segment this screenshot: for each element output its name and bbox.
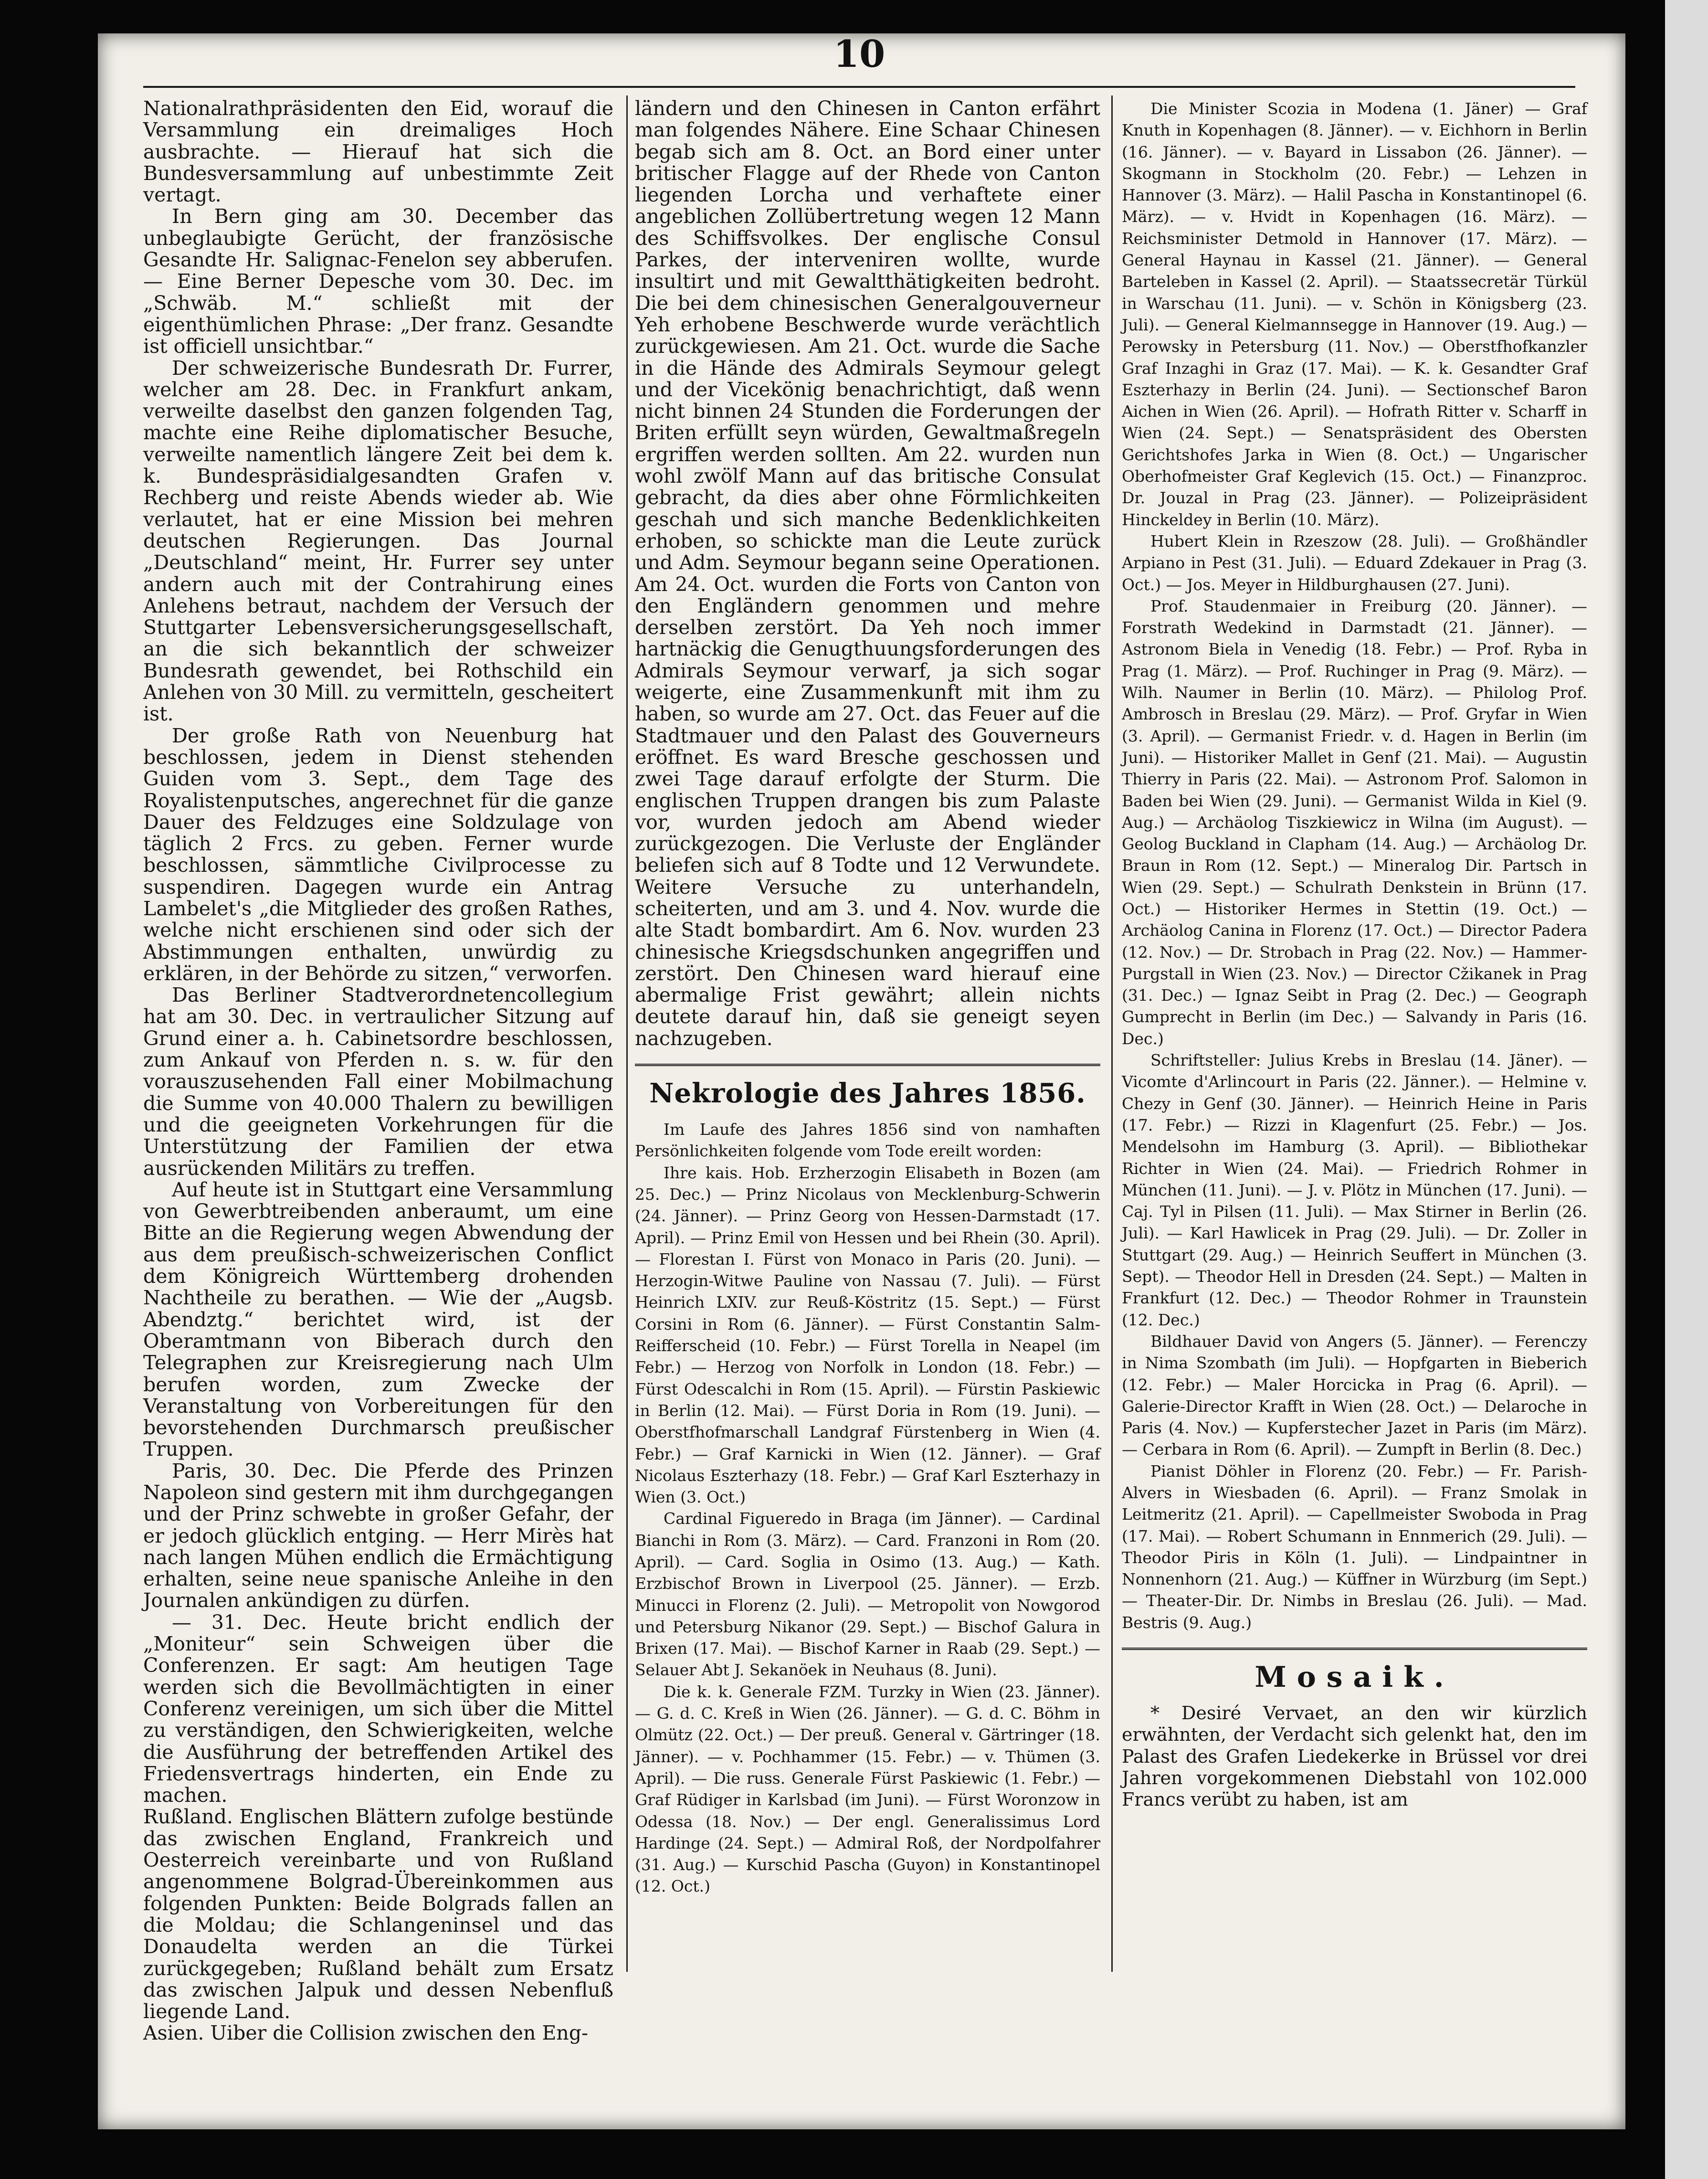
col2-paragraph: ländern und den Chinesen in Canton erfährt man folgendes Nähere. Eine Schaar Chinesen begab sich am 8. Oct. an Bord einer unter britischer Flagge auf der Rhede von Canton liegenden Lorcha und verhaftete einer angeblichen Zollübertretung wegen 12 Mann des Schiffsvolkes. Der englische Consul Parkes, der interveniren wollte, wurde insultirt und mit Gewaltthätigkeiten bedroht. Die bei dem chinesischen Generalgouverneur Yeh erhobene Beschwerde wurde verächtlich zurückgewiesen. Am 21. Oct. wurde die Sache in die Hände des Admirals Seymour gelegt und der Vicekönig benachrichtigt, daß wenn nicht binnen 24 Stunden die Forderungen der Briten erfüllt seyn würden, Gewaltmaßregeln ergriffen werden sollten. Am 22. wurden nun wohl zwölf Mann auf das britische Consulat gebracht, da dies aber ohne Förmlichkeiten geschah und sich manche Bedenklichkeiten erhoben, so schickte man die Leute zurück und Adm. Seymour begann seine Operationen. Am 24. Oct. wurden die Forts von Canton von den Engländern genommen und mehre derselben zerstört. Da Yeh noch immer hartnäckig die Genugthuungsforderungen des Admirals Seymour verwarf, ja sich sogar weigerte, eine Zusammenkunft mit ihm zu haben, so wurde am 27. Oct. das Feuer auf die Stadtmauer und den Palast des Gouverneurs eröffnet. Es ward Bresche geschossen und zwei Tage darauf erfolgte der Sturm. Die englischen Truppen drangen bis zum Palaste vor, wurden jedoch am Abend wieder zurückgezogen. Die Verluste der Engländer beliefen sich auf 8 Todte und 12 Verwundete. Weitere Versuche zu unterhandeln, scheiterten, und am 3. und 4. Nov. wurde die alte Stadt bombardirt. Am 6. Nov. wurden 23 chinesische Kriegsdschunken angegriffen und zerstört. Den Chinesen ward hierauf eine abermalige Frist gewährt; allein nichts deutete darauf hin, daß sie geneigt seyen nachzugeben. (635, 97, 1100, 1050)
col1-paragraph: Der schweizerische Bundesrath Dr. Furrer, welcher am 28. Dec. in Frankfurt ankam, verweilte daselbst den ganzen folgenden Tag, machte eine Reihe diplomatischer Besuche, verweilte namentlich längere Zeit bei dem k. k. Bundespräsidialgesandten Grafen v. Rechberg und reiste Abends wieder ab. Wie verlautet, hat er eine Mission bei mehren deutschen Regierungen. Das Journal „Deutschland“ meint, Hr. Furrer sey unter andern auch mit der Contrahirung eines Anlehens betraut, nachdem der Versuch der Stuttgarter Lebensversicherungsgesellschaft, an die sich bekanntlich der schweizer Bundesrath gewendet, bei Rothschild ein Anlehen von 30 Mill. zu vermitteln, gescheitert ist. (143, 356, 613, 726)
col1-paragraph: Nationalrathpräsidenten den Eid, worauf die Versammlung ein dreimaliges Hoch ausbrachte. — Hierauf hat sich die Bundesversammlung auf unbestimmte Zeit vertagt. (143, 97, 613, 207)
necrology-heading: Nekrologie des Jahres 1856. (635, 1064, 1100, 1110)
col1-paragraph: — 31. Dec. Heute bricht endlich der „Moniteur“ sein Schweigen über die Conferenzen. Er sagt: Am heutigen Tage werden sich die Bevollmächtigten in einer Conferenz vereinigen, um sich über die Mittel zu verständigen, den Schwierigkeiten, welche die Ausführung der betreffenden Artikel des Friedensvertrags hinderten, ein Ende zu machen. (143, 1610, 613, 1807)
col3-paragraph: Die Minister Scozia in Modena (1. Jäner) — Graf Knuth in Kopenhagen (8. Jänner). — v. Eichhorn in Berlin (16. Jänner). — v. Bayard in Lissabon (26. Jänner). — Skogmann in Stockholm (20. Febr.) — Lehzen in Hannover (3. März). — Halil Pascha in Konstantinopel (6. März). — v. Hvidt in Kopenhagen (16. März). — Reichsminister Detmold in Hannover (17. März). — General Haynau in Kassel (21. Jänner). — General Barteleben in Kassel (2. April). — Staatssecretär Türkül in Warschau (11. Juni). — v. Schön in Königsberg (23. Juli). — General Kielmannsegge in Hannover (19. Aug.) — Perowsky in Petersburg (11. Nov.) — Oberstfhofkanzler Graf Inzaghi in Graz (17. Mai). — K. k. Gesandter Graf Eszterhazy in Berlin (24. Juni). — Sectionschef Baron Aichen in Wien (26. April). — Hofrath Ritter v. Scharff in Wien (24. Sept.) — Senatspräsident des Obersten Gerichtshofes Jarka in Wien (8. Oct.) — Ungarischer Oberhofmeister Graf Keglevich (15. Oct.) — Finanzproc. Dr. Jouzal in Prag (23. Jänner). — Polizeipräsident Hinckeldey in Berlin (10. März). (1122, 99, 1587, 529)
col1-paragraph: In Bern ging am 30. December das unbeglaubigte Gerücht, der französische Gesandte Hr. Salignac-Fenelon sey abberufen. — Eine Berner Depesche vom 30. Dec. im „Schwäb. M.“ schließt mit der eigenthümlichen Phrase: „Der franz. Gesandte ist officiell unsichtbar.“ (143, 205, 613, 358)
column-divider-1 (626, 95, 628, 1972)
col1-paragraph: Rußland. Englischen Blättern zufolge bestünde das zwischen England, Frankreich und Oesterreich vereinbarte und von Rußland angenommene Bolgrad-Übereinkommen aus folgenden Punkten: Beide Bolgrads fallen an die Moldau; die Schlangeninsel und das Donaudelta werden an die Türkei zurückgegeben; Rußland behält zum Ersatz das zwischen Jalpuk und dessen Nebenfluß liegende Land. (143, 1805, 613, 2023)
col3-paragraph: Hubert Klein in Rzeszow (28. Juli). — Großhändler Arpiano in Pest (31. Juli). — Eduard Zdekauer in Prag (3. Oct.) — Jos. Meyer in Hildburghausen (27. Juni). (1122, 531, 1587, 594)
necrology-paragraph: Ihre kais. Hob. Erzherzogin Elisabeth in Bozen (am 25. Dec.) — Prinz Nicolaus von Mecklenburg-Schwerin (24. Jänner). — Prinz Georg von Hessen-Darmstadt (17. April). — Prinz Emil von Hessen und bei Rhein (30. April). — Florestan I. Fürst von Monaco in Paris (20. Juni). — Herzogin-Witwe Pauline von Nassau (7. Juli). — Fürst Heinrich LXIV. zur Reuß-Köstritz (15. Sept.) — Fürst Corsini in Rom (6. Jänner). — Fürst Constantin Salm-Reifferscheid (10. Febr.) — Fürst Torella in Neapel (im Febr.) — Herzog von Norfolk in London (18. Febr.) — Fürst Odescalchi in Rom (15. April). — Fürstin Paskiewic in Berlin (12. Mai). — Fürst Doria in Rom (19. Juni). — Oberstfhofmarschall Landgraf Fürstenberg in Wien (4. Febr.) — Graf Karnicki in Wien (12. Jänner). — Graf Nicolaus Eszterhazy (18. Febr.) — Graf Karl Eszterhazy in Wien (3. Oct.) (635, 1163, 1100, 1507)
col3-paragraph: Schriftsteller: Julius Krebs in Breslau (14. Jäner). — Vicomte d'Arlincourt in Paris (22. Jänner.). — Helmine v. Chezy in Genf (30. Jänner). — Heinrich Heine in Paris (17. Febr.) — Rizzi in Klagenfurt (25. Febr.) — Jos. Mendelsohn im Hamburg (3. April). — Bibliothekar Richter in Wien (24. Mai). — Friedrich Rohmer in München (11. Juni). — J. v. Plötz in München (17. Juni). — Caj. Tyl in Pilsen (11. Juli). — Max Stirner in Berlin (26. Juli). — Karl Hawlicek in Prag (29. Juli). — Dr. Zoller in Stuttgart (29. Aug.) — Heinrich Seuffert in München (3. Sept). — Theodor Hell in Dresden (24. Sept.) — Malten in Frankfurt (12. Dec.) — Theodor Rohmer in Traunstein (12. Dec.) (1122, 1051, 1587, 1329)
col3-paragraph: Bildhauer David von Angers (5. Jänner). — Ferenczy in Nima Szombath (im Juli). — Hopfgarten in Bieberich (12. Febr.) — Maler Horcicka in Prag (6. April). — Galerie-Director Krafft in Wien (28. Oct.) — Delaroche in Paris (4. Nov.) — Kupferstecher Jazet in Paris (im März). — Cerbara in Rom (6. April). — Zumpft in Berlin (8. Dec.) (1122, 1332, 1587, 1459)
necrology-paragraph: Im Laufe des Jahres 1856 sind von namhaften Persönlichkeiten folgende vom Tode ereilt worden: (635, 1120, 1100, 1161)
necrology-paragraph: Cardinal Figueredo in Braga (im Jänner). — Cardinal Bianchi in Rom (3. März). — Card. Franzoni in Rom (20. April). — Card. Soglia in Osimo (13. Aug.) — Kath. Erzbischof Brown in Liverpool (25. Jänner). — Erzb. Minucci in Florenz (2. Juli). — Metropolit von Nowgorod und Petersburg Nikanor (29. Sept.) — Bischof Galura in Brixen (17. Mai). — Bischof Karner in Raab (29. Sept.) — Selauer Abt J. Sekanöek in Neuhaus (8. Juni). (635, 1509, 1100, 1680)
col3-paragraph: Pianist Döhler in Florenz (20. Febr.) — Fr. Parish-Alvers in Wiesbaden (6. April). — Franz Smolak in Leitmeritz (21. April). — Capellmeister Swoboda in Prag (17. Mai). — Robert Schumann in Ennmerich (29. Juli). — Theodor Piris in Köln (1. Juli). — Lindpaintner in Nonnenhorn (21. Aug.) — Küffner in Würzburg (im Sept.) — Theater-Dir. Dr. Nimbs in Breslau (26. Juli). — Mad. Bestris (9. Aug.) (1122, 1461, 1587, 1632)
col1-paragraph: Auf heute ist in Stuttgart eine Versammlung von Gewerbtreibenden anberaumt, um eine Bitte an die Regierung wegen Abwendung der aus dem preußisch-schweizerischen Conflict dem Königreich Württemberg drohenden Nachtheile zu berathen. — Wie der „Augsb. Abendztg.“ berichtet wird, ist der Oberamtmann von Biberach durch den Telegraphen zur Kreisregierung nach Ulm berufen worden, zum Zwecke der Veranstaltung von Vorbereitungen für den bevorstehenden Durchmarsch preußischer Truppen. (143, 1178, 613, 1461)
column-1 (143, 97, 613, 2045)
col1-paragraph: Paris, 30. Dec. Die Pferde des Prinzen Napoleon sind gestern mit ihm durchgegangen und der Prinz schwebte in großer Gefahr, der er jedoch glücklich entging. — Herr Mirès hat nach langen Mühen endlich die Ermächtigung erhalten, seine neue spanische Anleihe in den Journalen ankündigen zu dürfen. (143, 1459, 613, 1612)
page-number: 10 (833, 32, 886, 76)
col3-paragraph: Prof. Staudenmaier in Freiburg (20. Jänner). — Forstrath Wedekind in Darmstadt (21. Jänner). — Astronom Biela in Venedig (18. Febr.) — Prof. Ryba in Prag (1. März). — Prof. Ruchinger in Prag (9. März). — Wilh. Naumer in Berlin (10. März). — Philolog Prof. Ambrosch in Breslau (29. März). — Prof. Gryfar in Wien (3. April). — Germanist Friedr. v. d. Hagen in Berlin (im Juni). — Historiker Mallet in Genf (21. Mai). — Augustin Thierry in Paris (22. Mai). — Astronom Prof. Salomon in Baden bei Wien (29. Juni). — Germanist Wilda in Kiel (9. Aug.) — Archäolog Tiszkiewicz in Wilna (im August). — Geolog Buckland in Clapham (14. Aug.) — Archäolog Dr. Braun in Rom (12. Sept.) — Mineralog Dir. Partsch in Wien (29. Sept.) — Schulrath Denkstein in Brünn (17. Oct.) — Historiker Hermes in Stettin (19. Oct.) — Archäolog Canina in Florenz (17. Oct.) — Director Padera (12. Nov.) — Dr. Strobach in Prag (22. Nov.) — Hammer-Purgstall in Wien (23. Nov.) — Director Cžikanek in Prag (31. Dec.) — Ignaz Seibt in Prag (2. Dec.) — Geograph Gumprecht in Berlin (im Dec.) — Salvandy in Paris (16. Dec.) (1122, 596, 1587, 1048)
mosaik-heading: Mosaik. (1122, 1648, 1587, 1694)
scan-edge (1665, 0, 1708, 2179)
necrology-paragraph: Die k. k. Generale FZM. Turzky in Wien (23. Jänner). — G. d. C. Kreß in Wien (26. Jänner). — G. d. C. Böhm in Olmütz (22. Oct.) — Der preuß. General v. Gärtringer (18. Jänner). — v. Pochhammer (15. Febr.) — v. Thümen (3. April). — Die russ. Generale Fürst Paskiewic (1. Febr.) — Graf Rüdiger in Karlsbad (im Juni). — Fürst Woronzow in Odessa (18. Nov.) — Der engl. Generalissimus Lord Hardinge (24. Sept.) — Admiral Roß, der Nordpolfahrer (31. Aug.) — Kurschid Pascha (Guyon) in Konstantinopel (12. Oct.) (635, 1682, 1100, 1896)
col1-paragraph: Der große Rath von Neuenburg hat beschlossen, jedem in Dienst stehenden Guiden vom 3. Sept., dem Tage des Royalistenputsches, angerechnet für die ganze Dauer des Feldzuges eine Soldzulage von täglich 2 Frcs. zu geben. Ferner wurde beschlossen, sämmtliche Civilprocesse zu suspendiren. Dagegen wurde ein Antrag Lambelet's „die Mitglieder des großen Rathes, welche nicht erschienen sind oder sich der Abstimmungen enthalten, unwürdig zu erklären, in der Behörde zu sitzen,“ verworfen. (143, 724, 613, 985)
column-2 (635, 98, 1100, 1965)
header-rule (143, 86, 1575, 88)
col1-paragraph: Das Berliner Stadtverordnetencollegium hat am 30. Dec. in vertraulicher Sitzung auf Grund einer a. h. Cabinetsordre beschlossen, zum Ankauf von Pferden n. s. w. für den vorauszusehenden Fall einer Mobilmachung die Summe von 40.000 Thalern zu bewilligen und die geeigneten Vorkehrungen für die Unterstützung der Familien der etwa ausrückenden Militärs zu treffen. (143, 984, 613, 1180)
column-3 (1122, 98, 1587, 1965)
mosaik-paragraph: * Desiré Vervaet, an den wir kürzlich erwähnten, der Verdacht sich gelenkt hat, den im Palast des Grafen Liedekerke in Brüssel vor drei Jahren vorgekommenen Diebstahl von 102.000 Francs verübt zu haben, ist am (1122, 1703, 1587, 1810)
column-divider-2 (1111, 95, 1113, 1972)
col1-paragraph: Asien. Uiber die Collision zwischen den Eng- (143, 2021, 588, 2045)
